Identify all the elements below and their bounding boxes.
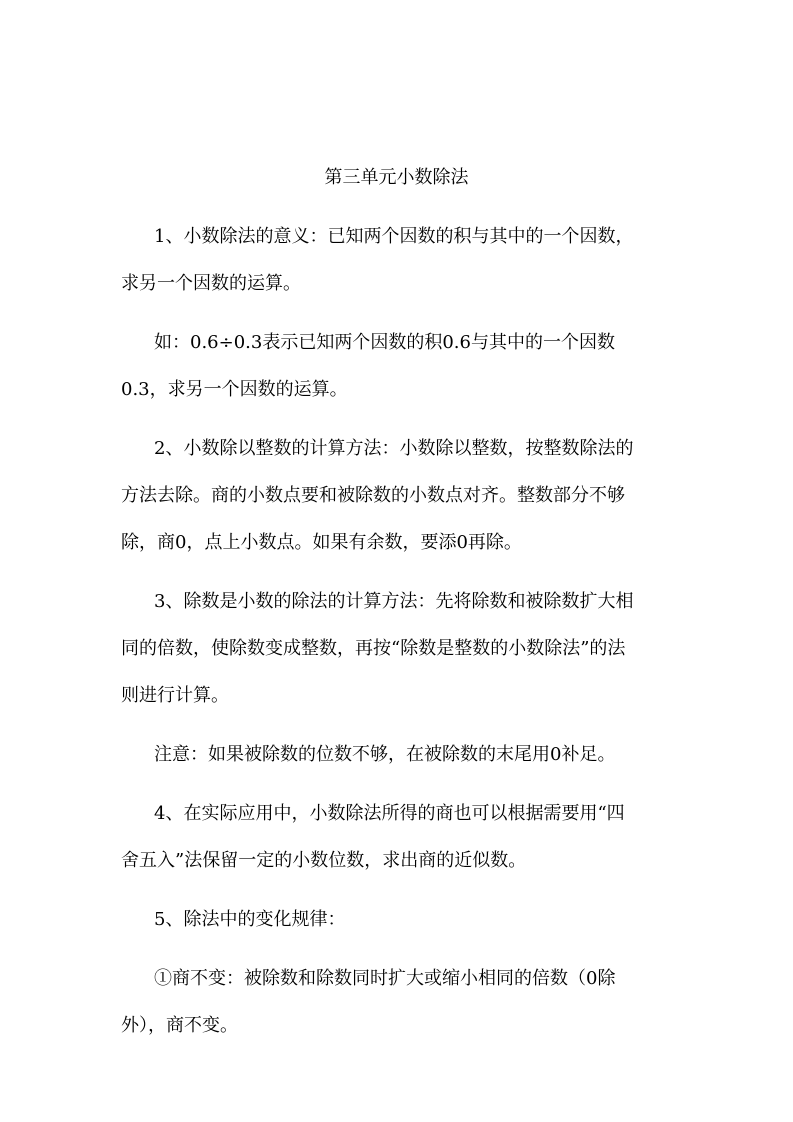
- document-title: 第三单元小数除法: [324, 167, 469, 188]
- section-2-line-2: 方法去除。商的小数点要和被除数的小数点对齐。整数部分不够: [121, 485, 625, 506]
- section-3-line-2: 同的倍数，使除数变成整数，再按“除数是整数的小数除法”的法: [121, 638, 626, 659]
- section-3-line-1: 3、除数是小数的除法的计算方法：先将除数和被除数扩大相: [154, 591, 634, 612]
- section-5-heading: 5、除法中的变化规律：: [154, 909, 346, 930]
- section-4-line-1: 4、在实际应用中，小数除法所得的商也可以根据需要用“四: [154, 803, 625, 824]
- section-3-line-3: 则进行计算。: [121, 685, 229, 706]
- rule-1-line-1: ①商不变：被除数和除数同时扩大或缩小相同的倍数（0除: [154, 968, 616, 989]
- rule-1-line-2: 外），商不变。: [121, 1015, 238, 1036]
- section-2-line-1: 2、小数除以整数的计算方法：小数除以整数，按整数除法的: [154, 438, 634, 459]
- example-line-1: 如：0.6÷0.3表示已知两个因数的积0.6与其中的一个因数: [154, 332, 615, 353]
- section-2-line-3: 除，商0，点上小数点。如果有余数，要添0再除。: [121, 532, 522, 553]
- section-1-line-2: 求另一个因数的运算。: [121, 273, 301, 294]
- example-line-2: 0.3，求另一个因数的运算。: [121, 379, 348, 400]
- section-1-line-1: 1、小数除法的意义：已知两个因数的积与其中的一个因数，: [154, 226, 634, 247]
- section-4-line-2: 舍五入”法保留一定的小数位数，求出商的近似数。: [121, 850, 527, 871]
- note-line: 注意：如果被除数的位数不够，在被除数的末尾用0补足。: [154, 744, 616, 765]
